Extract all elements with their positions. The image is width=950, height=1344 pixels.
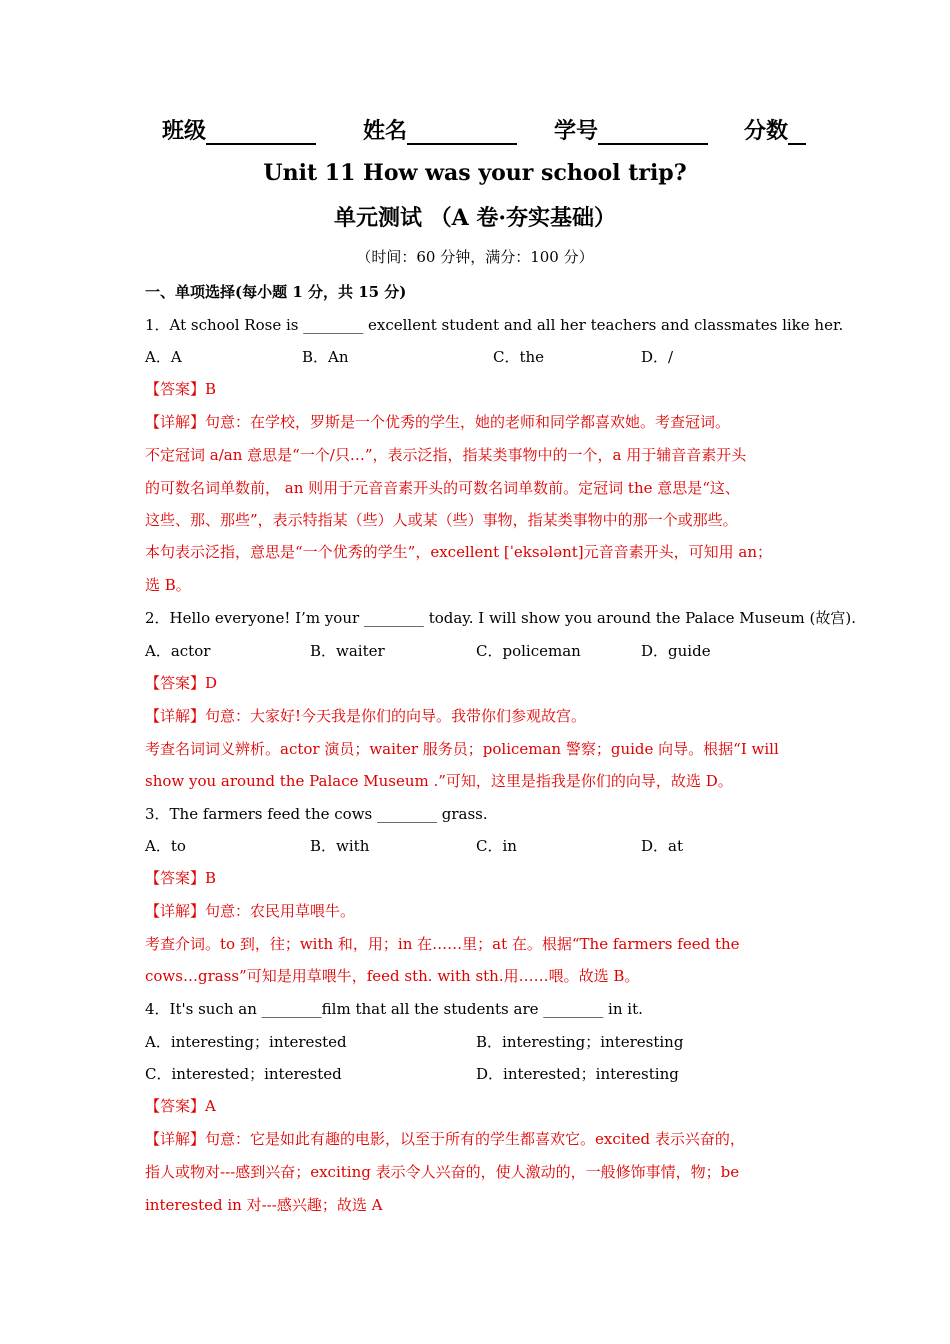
number-blank[interactable]: [598, 119, 708, 145]
explanation-line: 选 B。: [145, 576, 191, 594]
page-subtitle: 单元测试 （A 卷·夯实基础）: [333, 205, 617, 231]
explanation-line: 这些、那、那些”，表示特指某（些）人或某（些）事物，指某类事物中的那一个或那些。: [145, 511, 738, 529]
explanation-line: interested in 对---感兴趣；故选 A: [145, 1196, 383, 1214]
answer: 【答案】B: [145, 380, 217, 398]
explanation-line: 【详解】句意：大家好!今天我是你们的向导。我带你们参观故宫。: [145, 707, 587, 725]
explanation-line: 本句表示泛指，意思是“一个优秀的学生”，excellent [ˈeksələnt]元音音素开头，可知用 an；: [145, 543, 772, 561]
name-blank[interactable]: [407, 119, 517, 145]
option-c: C．the: [493, 348, 545, 366]
section-title: 一、单项选择(每小题 1 分，共 15 分): [145, 283, 407, 301]
question-stem: 3．The farmers feed the cows ________ grass.: [145, 805, 488, 823]
answer: 【答案】B: [145, 869, 217, 887]
answer: 【答案】A: [145, 1097, 216, 1115]
option-a: A．A: [145, 348, 182, 366]
explanation-line: 不定冠词 a/an 意思是“一个/只…”，表示泛指，指某类事物中的一个，a 用于辅音音素开头: [145, 446, 747, 464]
explanation-line: 【详解】句意：农民用草喂牛。: [145, 902, 356, 920]
explanation-line: show you around the Palace Museum .”可知，这里是指我是你们的向导，故选 D。: [145, 772, 733, 790]
option-d: D．/: [641, 348, 674, 366]
explanation-line: 【详解】句意：它是如此有趣的电影，以至于所有的学生都喜欢它。excited 表示兴奋的，: [145, 1130, 745, 1148]
number-field[interactable]: [554, 114, 708, 145]
explanation-line: 考查介词。to 到，往；with 和，用；in 在……里；at 在。根据“The farmers feed the: [145, 935, 740, 953]
class-label: 班级: [162, 118, 207, 144]
score-blank[interactable]: [788, 119, 806, 145]
name-field[interactable]: [363, 114, 517, 145]
question-stem: 1．At school Rose is ________ excellent student and all her teachers and classmates like her.: [145, 316, 844, 334]
explanation-line: 的可数名词单数前， an 则用于元音音素开头的可数名词单数前。定冠词 the 意思是“这、: [145, 479, 740, 497]
score-label: 分数: [744, 118, 789, 144]
number-label: 学号: [554, 118, 599, 144]
option-c: C．interested；interested: [145, 1065, 342, 1083]
option-c: C．policeman: [476, 642, 581, 660]
score-field[interactable]: [744, 114, 806, 145]
option-d: D．at: [641, 837, 683, 855]
option-a: A．to: [145, 837, 186, 855]
option-b: B．with: [310, 837, 370, 855]
answer: 【答案】D: [145, 674, 218, 692]
option-a: A．actor: [145, 642, 211, 660]
option-a: A．interesting；interested: [145, 1033, 347, 1051]
option-b: B．An: [302, 348, 349, 366]
explanation-line: 考查名词词义辨析。actor 演员；waiter 服务员；policeman 警察；guide 向导。根据“I will: [145, 740, 779, 758]
option-c: C．in: [476, 837, 517, 855]
class-field[interactable]: [162, 114, 316, 145]
option-b: B．waiter: [310, 642, 385, 660]
question-stem: 4．It's such an ________film that all the students are ________ in it.: [145, 1000, 643, 1018]
class-blank[interactable]: [206, 119, 316, 145]
question-stem: 2．Hello everyone! I’m your ________ today. I will show you around the Palace Museum (故宫).: [145, 609, 856, 627]
option-d: D．guide: [641, 642, 711, 660]
explanation-line: 指人或物对---感到兴奋；exciting 表示令人兴奋的，使人激动的，一般修饰事情，物；be: [145, 1163, 740, 1181]
explanation-line: cows…grass”可知是用草喂牛，feed sth. with sth.用……喂。故选 B。: [145, 967, 640, 985]
explanation-line: 【详解】句意：在学校，罗斯是一个优秀的学生，她的老师和同学都喜欢她。考查冠词。: [145, 413, 731, 431]
option-b: B．interesting；interesting: [476, 1033, 684, 1051]
time-info: （时间：60 分钟，满分：100 分）: [356, 248, 594, 266]
option-d: D．interested；interesting: [476, 1065, 679, 1083]
name-label: 姓名: [363, 118, 408, 144]
page-title: Unit 11 How was your school trip?: [263, 160, 687, 186]
